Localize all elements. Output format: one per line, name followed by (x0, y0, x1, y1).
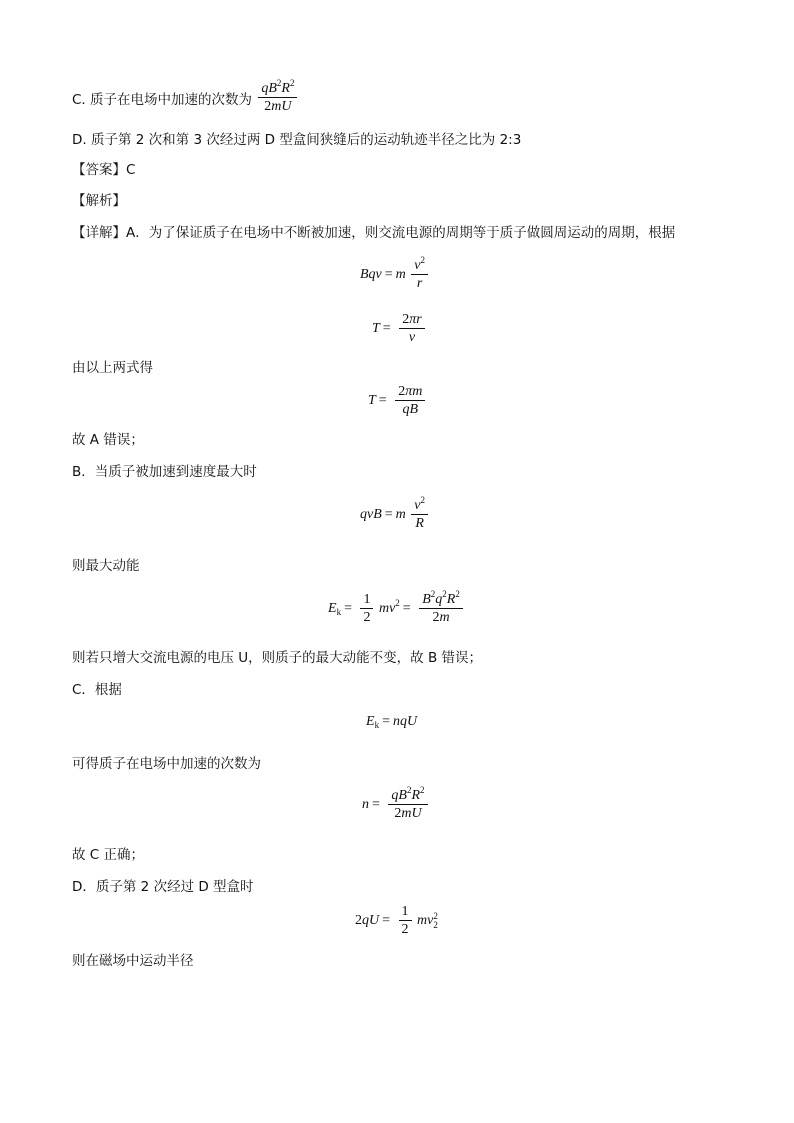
equation-period-radius: T = $\frac{2\pi r}{v}$ (372, 312, 427, 346)
equation-max-velocity: qvB = m $\frac{v^2}{R}$ (360, 498, 430, 532)
equation-kinetic-energy-count: $E_k$ = nqU (366, 714, 418, 730)
a-wrong-line: 故 A 错误； (72, 432, 144, 448)
b-intro-line: B．当质子被加速到速度最大时 (72, 464, 257, 480)
option-c-text: C. 质子在电场中加速的次数为 (72, 92, 253, 108)
option-c-line (72, 78, 299, 117)
d-intro-line: D．质子第 2 次经过 D 型盒时 (72, 879, 254, 895)
combine-text: 由以上两式得 (72, 360, 153, 376)
c-intro-line: C．根据 (72, 682, 122, 698)
equation-period-mass: T = $\frac{2\pi m}{qB}$ (368, 384, 427, 418)
answer-line: 【答案】C (72, 162, 136, 178)
equation-lorentz-centripetal: Bqv = m $\frac{v^2}{r}$ (360, 258, 430, 292)
detail-line: 【详解】A．为了保证质子在电场中不断被加速，则交流电源的周期等于质子做圆周运动的周期，根据 (72, 225, 676, 241)
option-d-line: D. 质子第 2 次和第 3 次经过两 D 型盒间狭缝后的运动轨迹半径之比为 2:3 (72, 132, 522, 148)
d-radius-text: 则在磁场中运动半径 (72, 953, 194, 969)
b-conclusion-line: 则若只增大交流电源的电压 U，则质子的最大动能不变，故 B 错误； (72, 650, 483, 666)
max-ke-text: 则最大动能 (72, 558, 140, 574)
option-c-formula: $\frac{qB^2R^2}{2mU}$ (258, 81, 297, 115)
equation-acceleration-count: n = $\frac{qB^2R^2}{2mU}$ (362, 788, 430, 822)
c-count-text: 可得质子在电场中加速的次数为 (72, 756, 261, 772)
analysis-heading: 【解析】 (72, 193, 126, 209)
equation-second-pass-energy: 2qU = $\frac{1}{2}$ mv 2 2 (355, 904, 438, 937)
c-correct-line: 故 C 正确； (72, 847, 145, 863)
equation-max-kinetic-energy: $E_k$ = $\frac{1}{2}$ $mv^2$ = $\frac{B^2q^2R^2}{2m}$ (328, 592, 465, 626)
